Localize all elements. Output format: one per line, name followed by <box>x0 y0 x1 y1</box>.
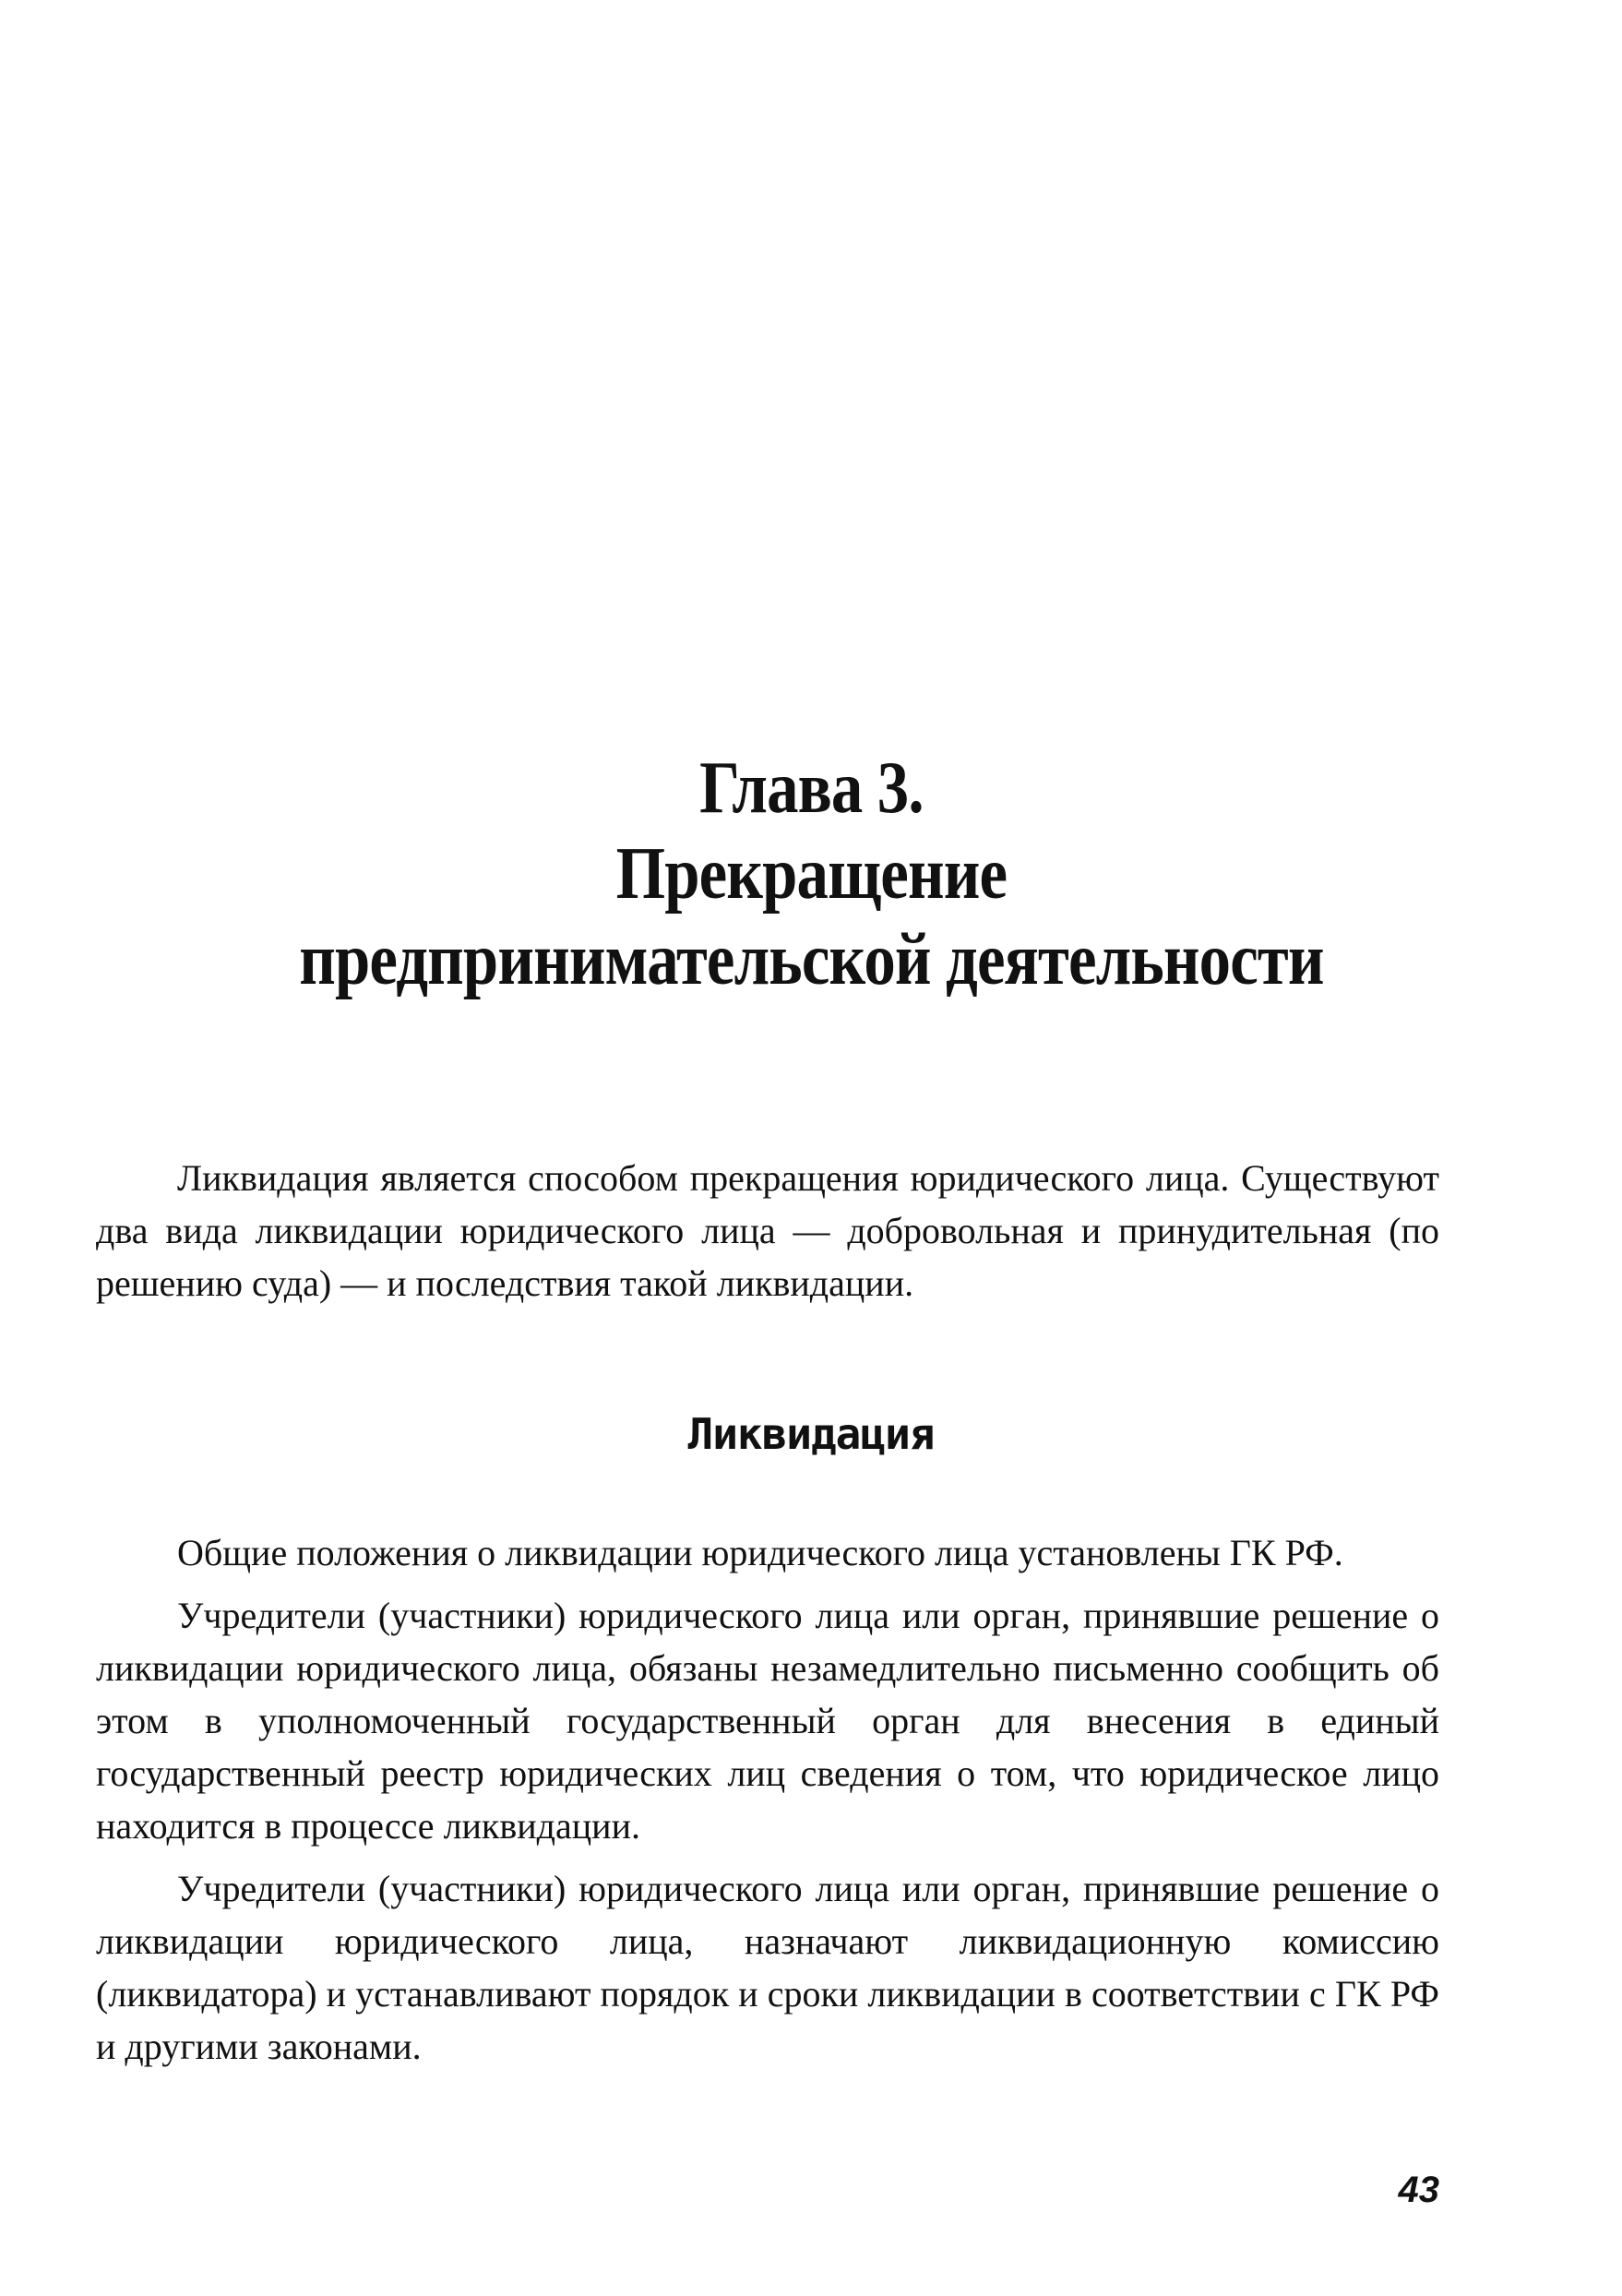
paragraph-founders-appoint: Учредители (участники) юридического лица или орган, принявшие решение о ликвидации юридического лица, назначают ликвидационную комиссию (ликвидатора) и устанавливают порядок и сроки ликвидации в соответствии с ГК РФ и другими законами. <box>96 1868 1439 2067</box>
section-heading: Ликвидация <box>687 1409 935 1459</box>
chapter-title <box>113 746 1509 1003</box>
page-number: 43 <box>1398 2170 1439 2210</box>
chapter-number: Глава 3. <box>699 747 924 829</box>
paragraph-founders-notify: Учредители (участники) юридического лица или орган, принявшие решение о ликвидации юридического лица, обязаны незамедлительно письменно сообщить об этом в уполномоченный государственный орган для внесения в единый государственный реестр юридических лиц сведения о том, что юридическое лицо находится в процессе ликвидации. <box>96 1595 1439 1847</box>
section-body <box>96 1526 1439 2073</box>
chapter-title-line-2: предпринимательской деятельности <box>299 919 1324 1000</box>
paragraph-general-provisions: Общие положения о ликвидации юридического лица установлены ГК РФ. <box>177 1532 1343 1573</box>
intro-paragraph: Ликвидация является способом прекращения юридического лица. Существуют два вида ликвидации юридического лица — добровольная и принудительная (по решению суда) — и последствия такой ликвидации. <box>96 1157 1439 1304</box>
chapter-title-line-1: Прекращение <box>615 833 1008 915</box>
intro-block <box>96 1152 1439 1309</box>
